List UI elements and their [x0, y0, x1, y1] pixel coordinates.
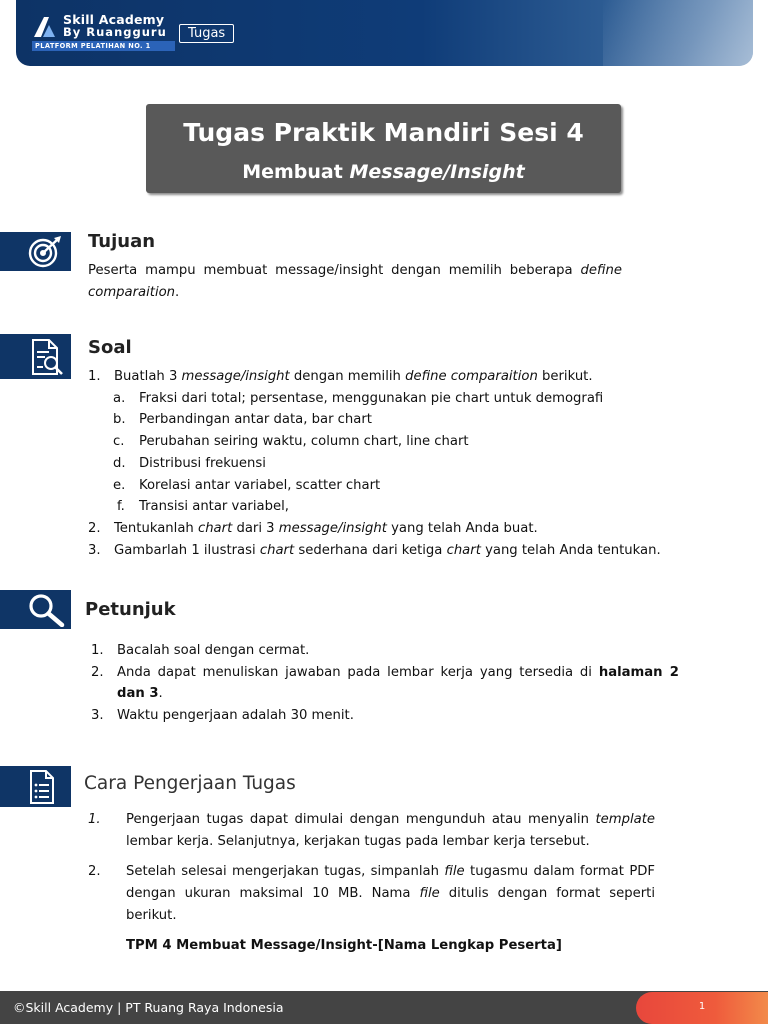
subitem-letter: f. [117, 499, 125, 515]
footer-page-badge [636, 992, 768, 1024]
skill-academy-logo-icon [32, 16, 58, 38]
soal-icon-bar [0, 334, 71, 379]
petunjuk-item-2 [91, 662, 679, 705]
document-type-tag: Tugas [179, 24, 234, 43]
soal-subitem [113, 475, 688, 497]
soal-text-italic: chart [259, 542, 295, 558]
soal-text-italic: message/insight [181, 369, 290, 384]
header-decoration [603, 0, 753, 66]
cara-list [88, 809, 655, 956]
petunjuk-item-number: 3. [91, 708, 104, 724]
subitem-text: Korelasi antar variabel, scatter chart [139, 477, 381, 493]
soal-text: Tentukanlah [114, 520, 198, 536]
petunjuk-item-number: 1. [91, 643, 104, 658]
magnifier-icon [27, 593, 65, 627]
page-subtitle [146, 159, 621, 185]
soal-text: berikut. [537, 369, 593, 384]
soal-item-number: 2. [88, 520, 101, 536]
subitem-text: Distribusi frekuensi [139, 455, 266, 471]
cara-text: Setelah selesai mengerjakan tugas, simpanlah [126, 864, 445, 880]
section-title-tujuan: Tujuan [88, 231, 156, 252]
tujuan-text-part: Peserta mampu membuat message/insight dengan memilih beberapa [88, 263, 581, 278]
soal-item-number: 3. [88, 542, 101, 558]
tujuan-text-end: . [175, 284, 180, 300]
petunjuk-item-number: 2. [91, 664, 104, 680]
soal-text: Gambarlah 1 ilustrasi [114, 542, 260, 558]
soal-subitem [117, 496, 688, 518]
soal-text-italic: define comparaition [405, 369, 538, 384]
brand-tagline: PLATFORM PELATIHAN NO. 1 [32, 41, 175, 51]
soal-text: Buatlah 3 [114, 369, 182, 384]
tujuan-icon-bar [0, 232, 71, 271]
section-title-soal: Soal [88, 337, 132, 358]
soal-text: yang telah Anda tentukan. [480, 542, 661, 558]
soal-subitem [113, 453, 688, 475]
subtitle-italic: Message/Insight [349, 161, 525, 183]
cara-text-italic: file [419, 886, 440, 902]
subtitle-prefix: Membuat [242, 161, 350, 183]
subitem-text: Perbandingan antar data, bar chart [139, 412, 372, 428]
soal-item-3 [88, 540, 688, 562]
subitem-letter: a. [113, 390, 126, 406]
soal-item-1 [88, 366, 688, 388]
cara-text-italic: file [444, 864, 465, 880]
soal-subitem [113, 409, 688, 431]
tujuan-italic-define: define [580, 263, 622, 278]
petunjuk-text: Anda dapat menuliskan jawaban pada lembar kerja yang tersedia di [117, 664, 599, 680]
subitem-letter: d. [113, 455, 126, 471]
soal-subitems [88, 388, 688, 518]
soal-text: dengan memilih [289, 369, 406, 384]
cara-text: tugasmu dalam format PDF dengan ukuran maksimal 10 MB. Nama [126, 864, 656, 902]
cara-item-number: 1. [88, 812, 101, 827]
tujuan-text [88, 260, 622, 303]
tujuan-italic-comparaition: comparaition [88, 284, 176, 300]
soal-item-2 [88, 518, 688, 540]
cara-filename-format: TPM 4 Membuat Message/Insight-[Nama Lengkap Peserta] [126, 937, 562, 953]
soal-subitem [113, 431, 688, 453]
petunjuk-text: Bacalah soal dengan cermat. [117, 643, 310, 658]
petunjuk-text: Waktu pengerjaan adalah 30 menit. [117, 708, 354, 724]
cara-item-2 [88, 861, 655, 926]
soal-text-italic: chart [446, 542, 481, 558]
petunjuk-icon-bar [0, 590, 71, 629]
cara-icon-bar [0, 766, 71, 807]
subitem-letter: b. [113, 412, 126, 428]
subitem-text: Transisi antar variabel, [139, 499, 289, 515]
petunjuk-item-3 [91, 705, 679, 727]
soal-subitem [113, 388, 688, 410]
cara-item-number: 2. [88, 864, 101, 880]
soal-text: sederhana dari ketiga [294, 542, 447, 558]
petunjuk-list [91, 640, 679, 727]
cara-text: Pengerjaan tugas dapat dimulai dengan mengunduh atau menyalin [126, 812, 596, 827]
checklist-document-icon [27, 770, 57, 804]
subitem-letter: c. [113, 434, 125, 450]
cara-text: ditulis dengan format seperti berikut. [126, 886, 655, 923]
subitem-text: Perubahan seiring waktu, column chart, line chart [139, 434, 469, 450]
page-number: 1 [698, 1001, 706, 1012]
title-box [146, 104, 621, 193]
cara-item-1 [88, 809, 655, 852]
section-title-cara: Cara Pengerjaan Tugas [84, 773, 296, 794]
section-title-petunjuk: Petunjuk [85, 599, 176, 620]
page-title: Tugas Praktik Mandiri Sesi 4 [183, 118, 584, 147]
footer-bar [0, 991, 768, 1024]
soal-text-italic: chart [197, 520, 233, 536]
subitem-text: Fraksi dari total; persentase, menggunakan pie chart untuk demografi [139, 390, 604, 406]
soal-text-italic: message/insight [278, 520, 387, 536]
petunjuk-item-1 [91, 640, 679, 662]
petunjuk-text: . [158, 686, 163, 702]
cara-text-italic: template [595, 812, 655, 827]
soal-text: yang telah Anda buat. [386, 520, 538, 536]
footer-copyright: ©Skill Academy | PT Ruang Raya Indonesia [13, 1000, 284, 1015]
subitem-letter: e. [113, 477, 126, 493]
target-icon [27, 236, 63, 268]
brand-byline: By Ruangguru [63, 25, 167, 39]
brand-name: Skill Academy [63, 12, 165, 27]
soal-text: dari 3 [232, 520, 279, 536]
petunjuk-text-bold: halaman 2 dan 3 [117, 664, 679, 702]
cara-text: lembar kerja. Selanjutnya, kerjakan tugas pada lembar kerja tersebut. [126, 833, 590, 849]
soal-item-number: 1. [88, 369, 101, 384]
soal-list [88, 366, 688, 561]
header-banner [16, 0, 753, 66]
document-search-icon [27, 338, 65, 376]
